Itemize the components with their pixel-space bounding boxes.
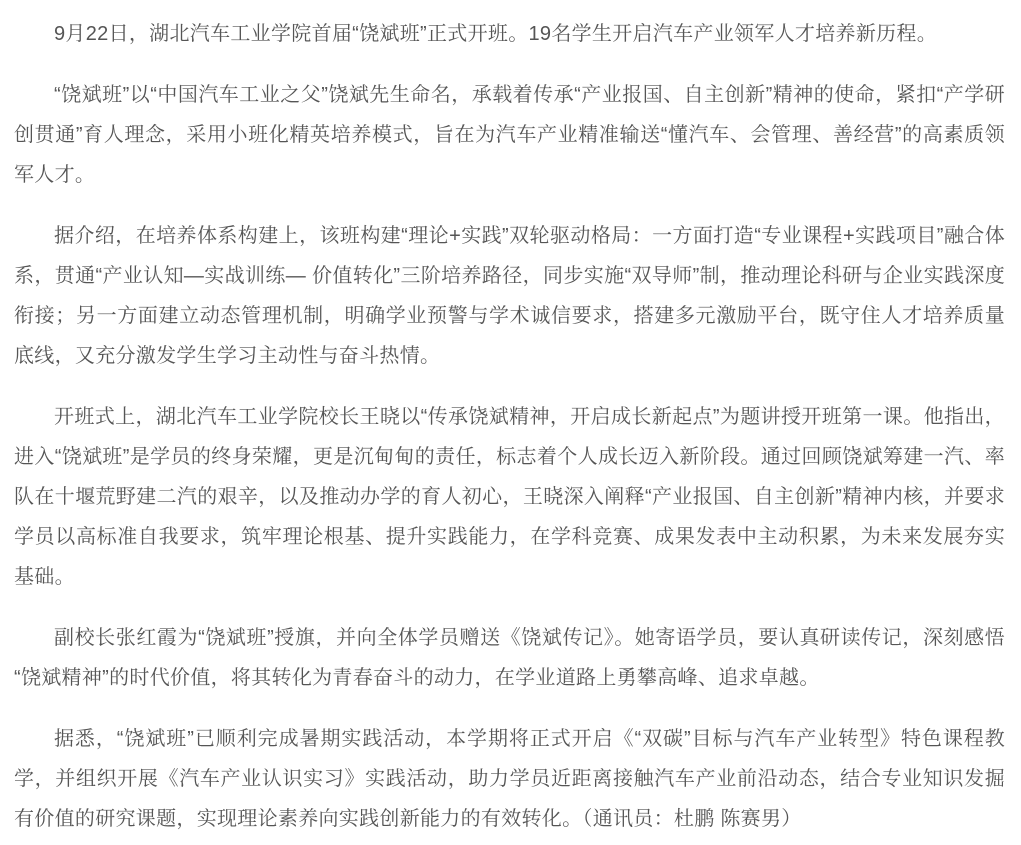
paragraph-opening-ceremony: 开班式上，湖北汽车工业学院校长王晓以“传承饶斌精神，开启成长新起点”为题讲授开班第一课。他指出，进入“饶斌班”是学员的终身荣耀，更是沉甸甸的责任，标志着个人成长迈入新阶段。通过回顾饶斌筹建一汽、率队在十堰荒野建二汽的艰辛，以及推动办学的育人初心，王晓深入阐释“产业报国、自主创新”精神内核，并要求学员以高标准自我要求，筑牢理论根基、提升实践能力，在学科竞赛、成果发表中主动积累，为未来发展夯实基础。 <box>14 406 1005 588</box>
paragraph-naming: “饶斌班”以“中国汽车工业之父”饶斌先生命名，承载着传承“产业报国、自主创新”精神的使命，紧扣“产学研创贯通”育人理念，采用小班化精英培养模式，旨在为汽车产业精准输送“懂汽车、会管理、善经营”的高素质领军人才。 <box>14 84 1005 186</box>
paragraph-intro: 9月22日，湖北汽车工业学院首届“饶斌班”正式开班。19名学生开启汽车产业领军人才培养新历程。 <box>54 23 938 45</box>
paragraph-closing: 据悉，“饶斌班”已顺利完成暑期实践活动，本学期将正式开启《“双碳”目标与汽车产业转型》特色课程教学，并组织开展《汽车产业认识实习》实践活动，助力学员近距离接触汽车产业前沿动态，结合专业知识发掘有价值的研究课题，实现理论素养向实践创新能力的有效转化。（通讯员：杜鹏 陈赛男） <box>14 728 1005 830</box>
paragraph-flag-presentation: 副校长张红霞为“饶斌班”授旗，并向全体学员赠送《饶斌传记》。她寄语学员，要认真研读传记，深刻感悟“饶斌精神”的时代价值，将其转化为青春奋斗的动力，在学业道路上勇攀高峰、追求卓越。 <box>14 627 1005 689</box>
paragraph-training-system: 据介绍，在培养体系构建上，该班构建“理论+实践”双轮驱动格局：一方面打造“专业课程+实践项目”融合体系，贯通“产业认知—实战训练— 价值转化”三阶培养路径，同步实施“双导师”制，推动理论科研与企业实践深度衔接；另一方面建立动态管理机制，明确学业预警与学术诚信要求，搭建多元激励平台，既守住人才培养质量底线，又充分激发学生学习主动性与奋斗热情。 <box>14 225 1005 367</box>
